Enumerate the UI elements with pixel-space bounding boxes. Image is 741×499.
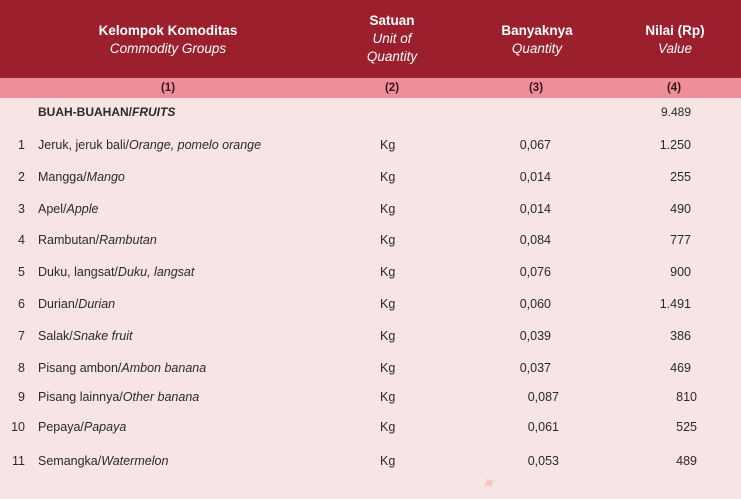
header-quantity [482,22,592,58]
commodity-name [38,386,199,408]
table-row [0,293,741,315]
column-number-4: (4) [666,82,682,94]
commodity-name-id: Durian/ [38,297,79,311]
quantity-cell: 0,037 [519,361,551,375]
header-value-id: Nilai (Rp) [645,23,705,38]
table-row [0,229,741,251]
header-unit [340,12,444,66]
unit-cell: Kg [380,170,396,184]
commodity-name-en: Apple [66,202,99,216]
commodity-name-en: Rambutan [99,233,157,247]
commodity-name-en: Ambon banana [121,361,207,375]
row-number: 4 [18,233,25,247]
group-name-en: FRUITS [132,105,176,119]
table-row [0,325,741,347]
commodity-name-id: Apel/ [38,202,67,216]
commodity-name-en: Orange, pomelo orange [129,138,262,152]
group-row [0,101,741,123]
unit-cell: Kg [380,361,396,375]
commodity-name-en: Other banana [122,390,200,404]
value-cell: 525 [676,420,697,434]
value-cell: 490 [670,202,691,216]
table-row [0,134,741,156]
table-row [0,357,741,379]
unit-cell: Kg [380,297,396,311]
commodity-name [38,357,206,379]
quantity-cell: 0,014 [519,170,551,184]
header-unit-id: Satuan [369,13,415,28]
unit-cell: Kg [380,202,396,216]
table-row [0,450,741,472]
quantity-cell: 0,053 [527,454,559,468]
header-value-en: Value [657,41,693,56]
row-number: 9 [18,390,25,404]
commodity-name [38,166,125,188]
row-number: 8 [18,361,25,375]
column-number-row [0,78,741,98]
commodity-name-en: Mango [86,170,125,184]
quantity-cell: 0,076 [519,265,551,279]
commodity-name [38,134,261,156]
commodity-name-id: Pisang lainnya/ [38,390,123,404]
commodity-name-id: Salak/ [38,329,73,343]
unit-cell: Kg [380,454,396,468]
table-row [0,416,741,438]
header-value [625,22,725,58]
quantity-cell: 0,039 [519,329,551,343]
column-number-2: (2) [384,82,400,94]
commodity-name-en: Durian [78,297,116,311]
header-commodity-id: Kelompok Komoditas [98,23,238,38]
header-commodity-en: Commodity Groups [109,41,227,56]
header-unit-en-1: Unit of [372,31,412,46]
table-row [0,198,741,220]
row-number: 1 [18,138,25,152]
header-quantity-id: Banyaknya [501,23,573,38]
unit-cell: Kg [380,420,396,434]
value-cell: 1.250 [659,138,691,152]
unit-cell: Kg [380,329,396,343]
row-number: 5 [18,265,25,279]
value-cell: 900 [670,265,691,279]
commodity-name-id: Pepaya/ [38,420,84,434]
table-row [0,261,741,283]
header-unit-en-2: Quantity [366,49,418,64]
value-cell: 469 [670,361,691,375]
unit-cell: Kg [380,233,396,247]
commodity-name-id: Duku, langsat/ [38,265,118,279]
commodity-name [38,416,126,438]
commodity-name-id: Rambutan/ [38,233,100,247]
header-quantity-en: Quantity [511,41,563,56]
commodity-name [38,325,133,347]
commodity-name-en: Snake fruit [72,329,133,343]
row-number: 6 [18,297,25,311]
value-cell: 810 [676,390,697,404]
row-number: 3 [18,202,25,216]
commodity-name-en: Watermelon [101,454,169,468]
quantity-cell: 0,087 [527,390,559,404]
commodity-name [38,198,98,220]
unit-cell: Kg [380,265,396,279]
group-name [38,101,175,123]
unit-cell: Kg [380,138,396,152]
table-row [0,386,741,408]
commodity-name-id: Jeruk, jeruk bali/ [38,138,130,152]
quantity-cell: 0,014 [519,202,551,216]
unit-cell: Kg [380,390,396,404]
watermark-mark: ✦ [478,471,502,496]
table-header [0,0,741,78]
row-number: 10 [11,420,25,434]
commodity-name-id: Semangka/ [38,454,102,468]
header-commodity-groups [68,22,268,58]
quantity-cell: 0,067 [519,138,551,152]
group-name-id: BUAH-BUAHAN/ [38,105,132,119]
value-cell: 386 [670,329,691,343]
commodity-name [38,229,157,251]
column-number-1: (1) [160,82,176,94]
commodity-name [38,450,168,472]
commodity-name-id: Pisang ambon/ [38,361,122,375]
quantity-cell: 0,061 [527,420,559,434]
quantity-cell: 0,060 [519,297,551,311]
value-cell: 255 [670,170,691,184]
commodity-name-en: Papaya [83,420,127,434]
group-value: 9.489 [660,105,691,119]
row-number: 11 [12,454,25,468]
commodity-name-id: Mangga/ [38,170,87,184]
row-number: 2 [18,170,25,184]
table-row [0,166,741,188]
value-cell: 777 [670,233,691,247]
column-number-3: (3) [528,82,544,94]
quantity-cell: 0,084 [519,233,551,247]
commodity-name [38,293,115,315]
value-cell: 489 [676,454,697,468]
commodity-name-en: Duku, langsat [117,265,195,279]
row-number: 7 [18,329,25,343]
commodity-name [38,261,194,283]
value-cell: 1.491 [659,297,691,311]
